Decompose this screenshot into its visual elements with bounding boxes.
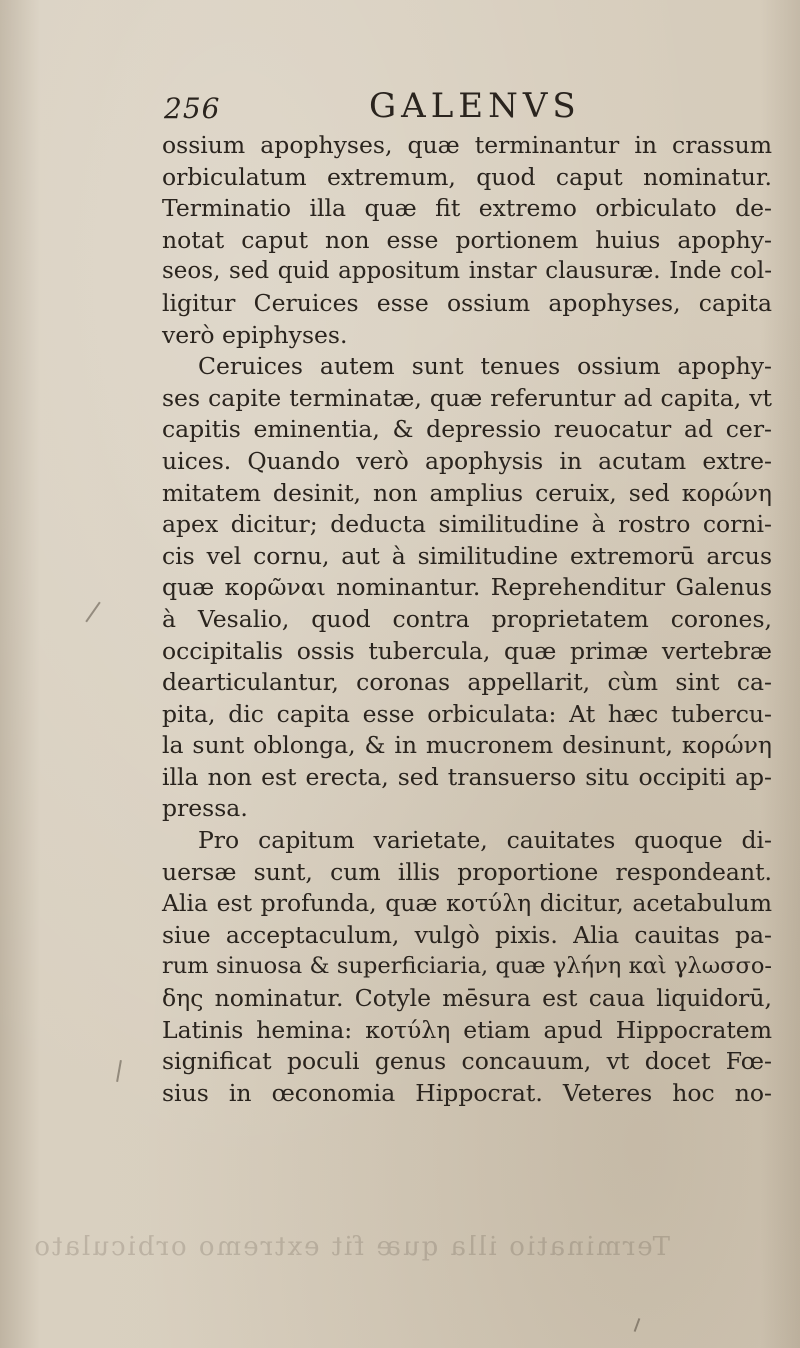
text-line: rum sinuosa & superficiaria, quæ γλήνη καὶ γλωσσο-: [162, 953, 772, 980]
text-line: mitatem desinit, non amplius ceruix, sed κορώνη: [162, 478, 772, 507]
text-line: illa non est erecta, sed transuerso situ occipiti ap-: [162, 762, 772, 791]
text-line: dearticulantur, coronas appellarit, cùm sint ca-: [162, 668, 772, 697]
text-line: verò epiphyses.: [162, 320, 348, 349]
text-line: uersæ sunt, cum illis proportione respondeant.: [162, 857, 772, 886]
text-line: capitis eminentia, & depressio reuocatur ad cer-: [162, 415, 772, 444]
margin-mark: [85, 602, 100, 623]
text-line: la sunt oblonga, & in mucronem desinunt, κορώνη: [162, 731, 772, 760]
margin-mark: [634, 1318, 641, 1332]
text-line: uices. Quando verò apophysis in acutam extre-: [162, 446, 772, 475]
text-line: sius in œconomia Hippocrat. Veteres hoc no-: [162, 1078, 772, 1107]
text-line: à Vesalio, quod contra proprietatem corones,: [162, 604, 772, 633]
text-line: significat poculi genus concauum, vt docet Fœ-: [162, 1047, 772, 1076]
text-line: siue acceptaculum, vulgò pixis. Alia cauitas pa-: [162, 920, 772, 949]
text-line: δης nominatur. Cotyle mēsura est caua liquidorū,: [162, 984, 772, 1013]
show-through-ink: Terminatio illa quæ fit extremo orbiculato: [32, 1232, 670, 1262]
text-line: notat caput non esse portionem huius apophy-: [162, 225, 772, 254]
text-line: occipitalis ossis tubercula, quæ primæ vertebræ: [162, 636, 772, 665]
text-line: Latinis hemina: κοτύλη etiam apud Hippocratem: [162, 1015, 772, 1044]
text-line: ligitur Ceruices esse ossium apophyses, capita: [162, 288, 772, 317]
text-line: cis vel cornu, aut à similitudine extremorū arcus: [162, 541, 772, 570]
text-line: apex dicitur; deducta similitudine à rostro corni-: [162, 510, 772, 539]
page-number: 256: [164, 92, 221, 125]
paragraph-start-line: Pro capitum varietate, cauitates quoque di-: [198, 826, 772, 855]
text-line: ossium apophyses, quæ terminantur in crassum: [162, 131, 772, 159]
text-line: Alia est profunda, quæ κοτύλη dicitur, acetabulum: [162, 889, 772, 918]
running-head: GALENVS: [369, 86, 581, 126]
text-line: pita, dic capita esse orbiculata: At hæc tubercu-: [162, 699, 772, 728]
paragraph-start-line: Ceruices autem sunt tenues ossium apophy-: [198, 352, 772, 381]
text-line: seos, sed quid appositum instar clausuræ. Inde col-: [162, 258, 772, 285]
page-header: [164, 86, 624, 136]
text-line: orbiculatum extremum, quod caput nominatur.: [162, 162, 772, 191]
text-line: quæ κορῶναι nominantur. Reprehenditur Galenus: [162, 573, 772, 602]
margin-mark: [116, 1060, 122, 1082]
body-text: [162, 130, 772, 1109]
text-line: pressa.: [162, 794, 248, 823]
text-line: ses capite terminatæ, quæ referuntur ad capita, vt: [162, 383, 772, 412]
text-line: Terminatio illa quæ fit extremo orbiculato de-: [162, 194, 772, 223]
